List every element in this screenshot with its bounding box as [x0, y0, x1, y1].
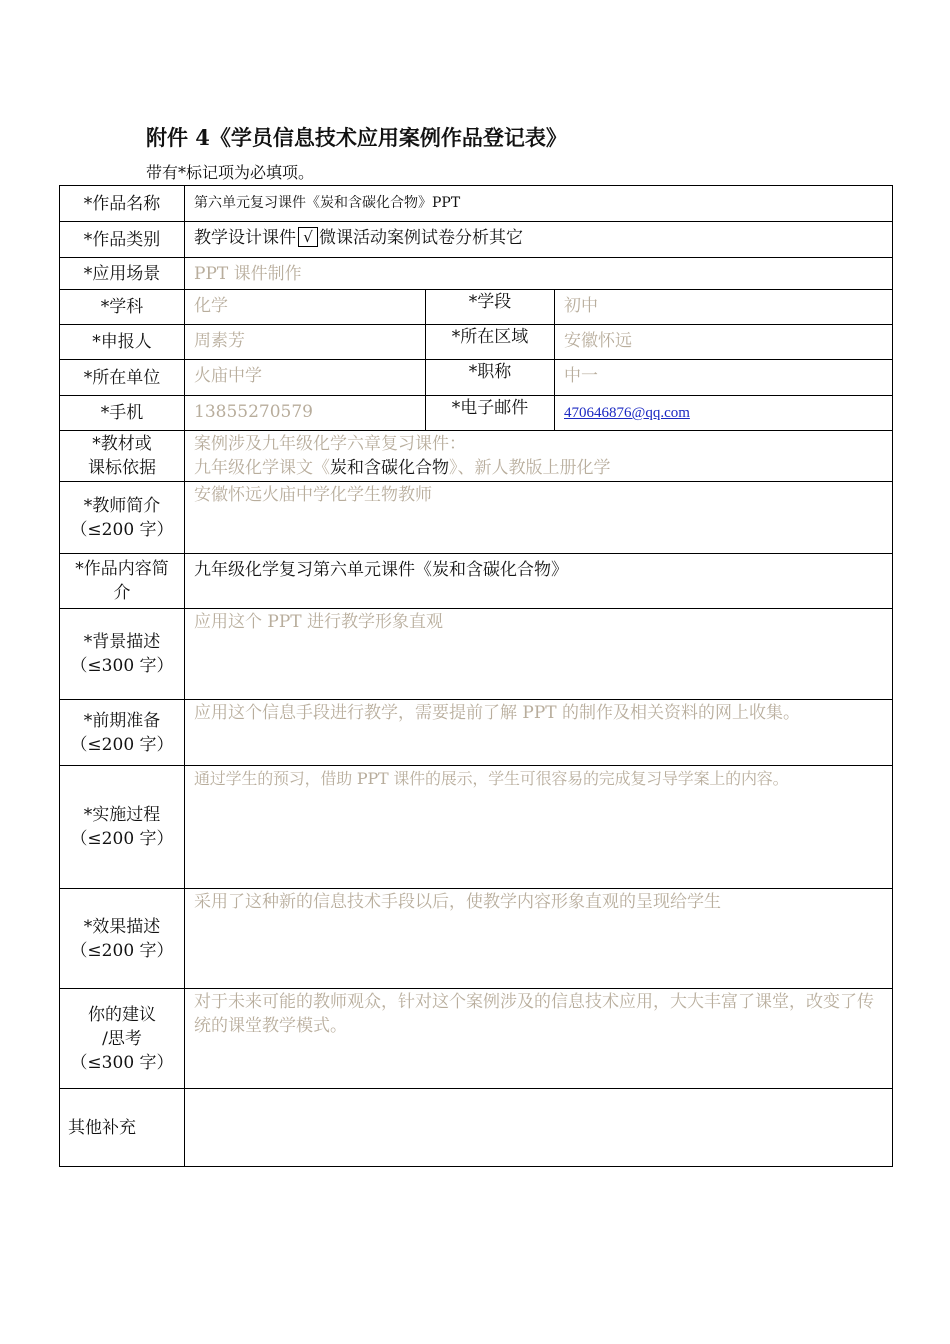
content-label-line1: *作品内容简 — [75, 559, 169, 579]
advice-label-line1: 你的建议 — [88, 1004, 156, 1025]
applicant-field[interactable] — [185, 325, 426, 360]
work-name-label: *作品名称 — [60, 186, 185, 222]
background-label-line2: （≤300 字） — [70, 656, 174, 676]
row-work-name — [60, 186, 893, 222]
process-label — [60, 766, 185, 889]
row-unit-rank — [60, 360, 893, 396]
teacher-label-line2: （≤200 字） — [70, 519, 174, 540]
background-field[interactable] — [185, 609, 893, 700]
work-type-label: *作品类别 — [60, 222, 185, 258]
textbook-field[interactable] — [185, 431, 893, 482]
unit-field[interactable] — [185, 360, 426, 396]
applicant-value: 周素芳 — [194, 331, 245, 351]
row-background — [60, 609, 893, 700]
preparation-value: 应用这个信息手段进行教学，需要提前了解 PPT 的制作及相关资料的网上收集。 — [194, 703, 801, 723]
background-label-line1: *背景描述 — [83, 632, 161, 652]
textbook-line2 — [194, 456, 884, 480]
effect-label-line2: （≤200 字） — [70, 940, 174, 961]
phone-value: 13855270579 — [194, 402, 313, 422]
row-preparation — [60, 700, 893, 766]
advice-value: 对于未来可能的教师观众，针对这个案例涉及的信息技术应用，大大丰富了课堂，改变了传统的课堂教学模式。 — [194, 992, 874, 1036]
row-phone-email — [60, 396, 893, 431]
work-type-before: 教学设计课件 — [194, 228, 296, 248]
row-work-type — [60, 222, 893, 258]
row-teacher — [60, 482, 893, 554]
other-field[interactable] — [185, 1089, 893, 1167]
phone-field[interactable] — [185, 396, 426, 431]
stage-label: *学段 — [426, 290, 555, 325]
subject-value: 化学 — [194, 296, 228, 316]
scene-value: PPT 课件制作 — [194, 264, 302, 284]
textbook-line1: 案例涉及九年级化学六章复习课件： — [194, 434, 466, 454]
textbook-label-line1: *教材或 — [92, 434, 152, 454]
background-value: 应用这个 PPT 进行教学形象直观 — [194, 612, 444, 632]
stage-field[interactable] — [555, 290, 893, 325]
textbook-line2-a: 九年级化学课文《 — [194, 458, 330, 478]
row-other — [60, 1089, 893, 1167]
textbook-label — [60, 431, 185, 482]
row-advice — [60, 989, 893, 1089]
phone-label: *手机 — [60, 396, 185, 431]
advice-label — [60, 989, 185, 1089]
preparation-label — [60, 700, 185, 766]
content-label — [60, 554, 185, 609]
region-field[interactable] — [555, 325, 893, 360]
process-value: 通过学生的预习，借助 PPT 课件的展示，学生可很容易的完成复习导学案上的内容。 — [194, 769, 789, 788]
process-field[interactable] — [185, 766, 893, 889]
preparation-label-line1: *前期准备 — [83, 710, 161, 731]
preparation-label-line2: （≤200 字） — [70, 734, 174, 755]
row-applicant-region — [60, 325, 893, 360]
scene-field[interactable] — [185, 258, 893, 290]
email-link[interactable]: 470646876@qq.com — [564, 405, 690, 421]
content-label-line2: 介 — [113, 583, 131, 603]
teacher-field[interactable] — [185, 482, 893, 554]
row-effect — [60, 889, 893, 989]
subject-label: *学科 — [60, 290, 185, 325]
background-label — [60, 609, 185, 700]
teacher-label-line1: *教师简介 — [83, 495, 161, 516]
unit-value: 火庙中学 — [194, 366, 262, 386]
row-textbook — [60, 431, 893, 482]
textbook-line2-b: 炭和含碳化合物 — [330, 458, 449, 478]
required-note: 带有*标记项为必填项。 — [146, 163, 315, 182]
row-content — [60, 554, 893, 609]
textbook-line2-c: 》、新人教版上册化学 — [449, 458, 611, 478]
content-value: 九年级化学复习第六单元课件《炭和含碳化合物》 — [194, 560, 568, 580]
effect-label — [60, 889, 185, 989]
applicant-label: *申报人 — [60, 325, 185, 360]
work-type-field[interactable] — [185, 222, 893, 258]
textbook-label-line2: 课标依据 — [88, 458, 156, 478]
checkbox-checked-icon[interactable]: √ — [298, 227, 318, 247]
advice-label-line3: （≤300 字） — [70, 1052, 174, 1073]
rank-label: *职称 — [426, 360, 555, 396]
subject-field[interactable] — [185, 290, 426, 325]
row-scene — [60, 258, 893, 290]
email-label: *电子邮件 — [426, 396, 555, 431]
effect-label-line1: *效果描述 — [83, 916, 161, 937]
row-subject-stage — [60, 290, 893, 325]
scene-label: *应用场景 — [60, 258, 185, 290]
work-type-after: 微课活动案例试卷分析其它 — [319, 228, 523, 248]
advice-field[interactable] — [185, 989, 893, 1089]
teacher-label — [60, 482, 185, 554]
stage-value: 初中 — [564, 296, 598, 316]
region-value: 安徽怀远 — [564, 331, 632, 351]
unit-label: *所在单位 — [60, 360, 185, 396]
preparation-field[interactable] — [185, 700, 893, 766]
teacher-value: 安徽怀远火庙中学化学生物教师 — [194, 485, 432, 505]
region-label: *所在区域 — [426, 325, 555, 360]
rank-field[interactable] — [555, 360, 893, 396]
content-field[interactable] — [185, 554, 893, 609]
process-label-line1: *实施过程 — [83, 805, 161, 825]
rank-value: 中一 — [564, 366, 598, 386]
other-label: 其他补充 — [60, 1089, 185, 1167]
effect-field[interactable] — [185, 889, 893, 989]
row-process — [60, 766, 893, 889]
registration-form-table — [59, 185, 893, 1167]
effect-value: 采用了这种新的信息技术手段以后，使教学内容形象直观的呈现给学生 — [194, 892, 721, 912]
document-title: 附件 4《学员信息技术应用案例作品登记表》 — [146, 125, 567, 150]
work-name-field[interactable] — [185, 186, 893, 222]
email-field[interactable] — [555, 396, 893, 431]
work-name-value: 第六单元复习课件《炭和含碳化合物》PPT — [194, 195, 461, 211]
process-label-line2: （≤200 字） — [70, 829, 174, 849]
advice-label-line2: /思考 — [102, 1028, 142, 1049]
